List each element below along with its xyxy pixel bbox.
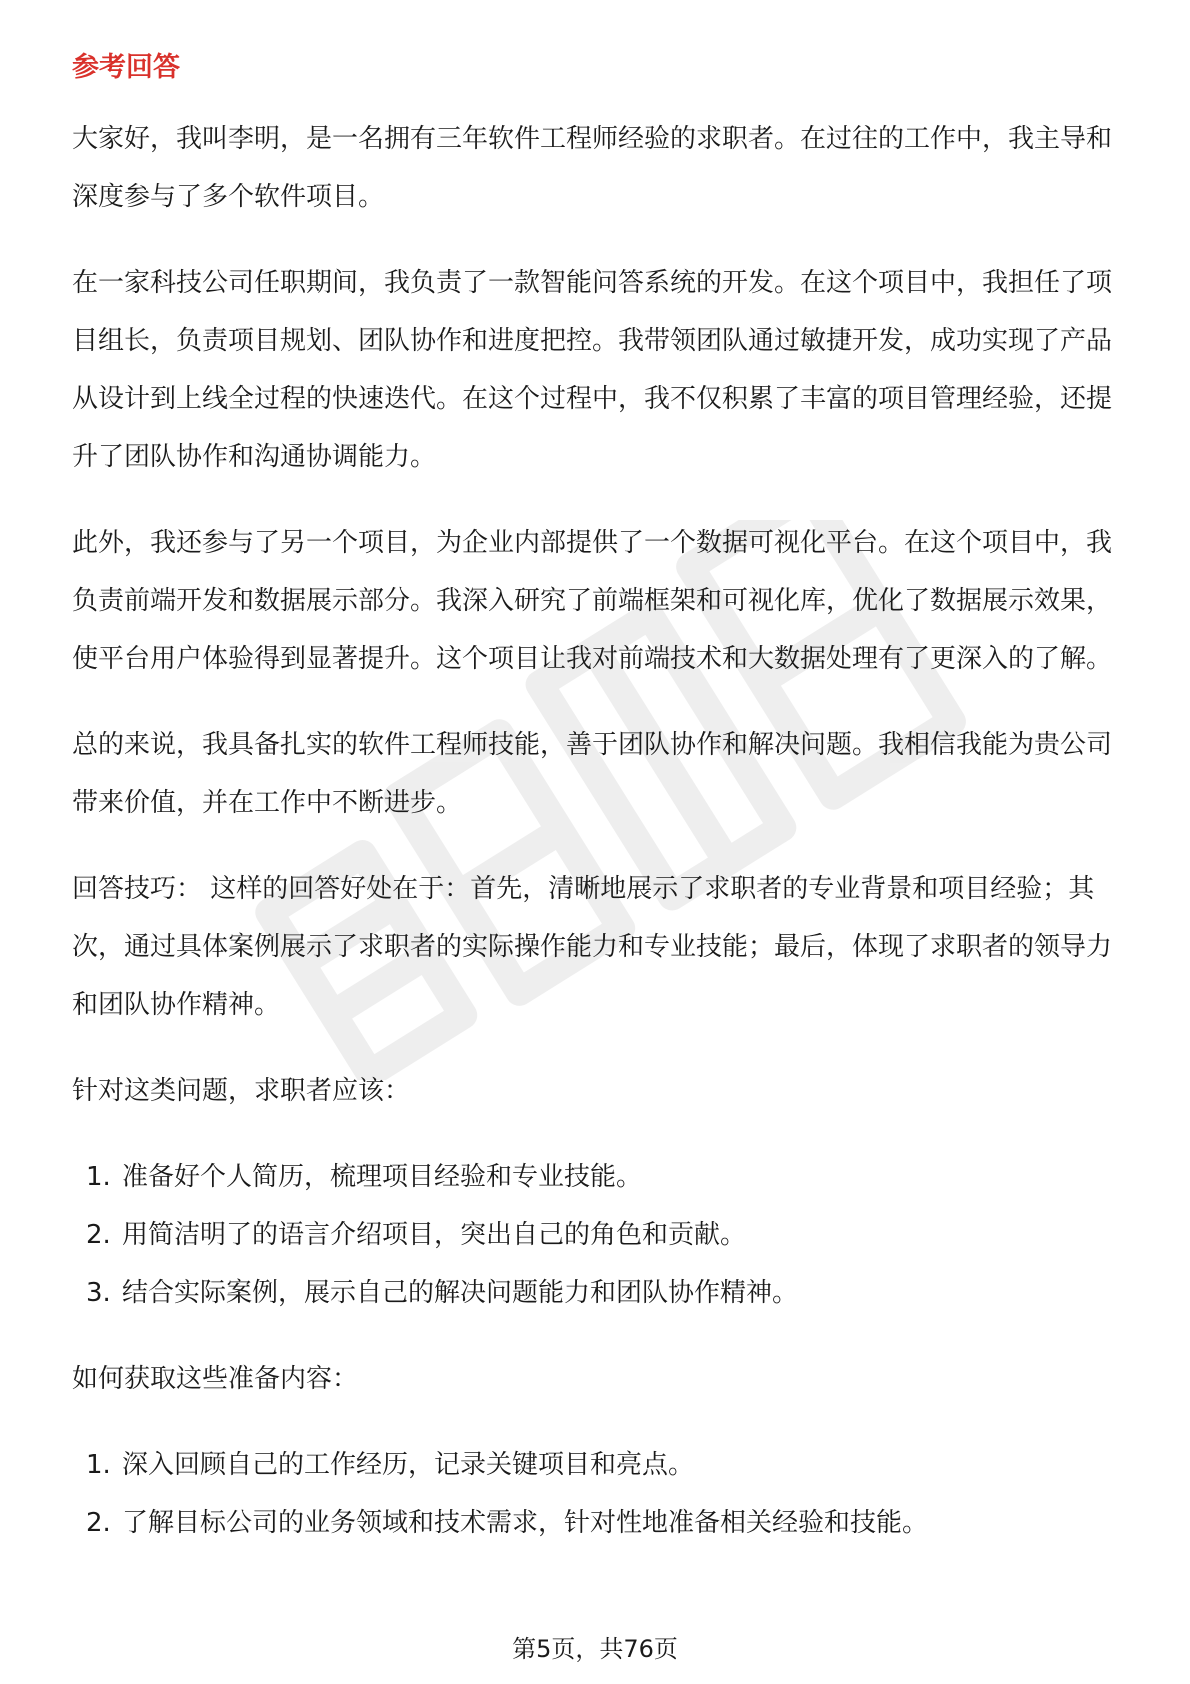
list-item — [72, 1206, 1124, 1264]
list-text: 结合实际案例，展示自己的解决问题能力和团队协作精神。 — [122, 1278, 799, 1308]
list-number: 2. — [86, 1508, 111, 1538]
list-item — [72, 1264, 1124, 1322]
paragraph-answer-tips: 回答技巧： 这样的回答好处在于：首先，清晰地展示了求职者的专业背景和项目经验；其次，通过具体案例展示了求职者的实际操作能力和专业技能；最后，体现了求职者的领导力和团队协作精神。 — [72, 874, 1113, 1020]
list-number: 1. — [86, 1450, 111, 1480]
page-number-footer: 第5页，共76页 — [512, 1635, 678, 1663]
paragraph-project-two: 此外，我还参与了另一个项目，为企业内部提供了一个数据可视化平台。在这个项目中，我负责前端开发和数据展示部分。我深入研究了前端框架和可视化库，优化了数据展示效果，使平台用户体验得到显著提升。这个项目让我对前端技术和大数据处理有了更深入的了解。 — [72, 528, 1113, 674]
list-text: 深入回顾自己的工作经历，记录关键项目和亮点。 — [122, 1450, 695, 1480]
list-item — [72, 1148, 1124, 1206]
list-number: 3. — [86, 1278, 111, 1308]
list-item — [72, 1494, 1124, 1552]
paragraph-list-intro: 针对这类问题，求职者应该： — [72, 1076, 411, 1106]
list-text: 用简洁明了的语言介绍项目，突出自己的角色和贡献。 — [122, 1220, 747, 1250]
paragraph-summary: 总的来说，我具备扎实的软件工程师技能，善于团队协作和解决问题。我相信我能为贵公司带来价值，并在工作中不断进步。 — [72, 730, 1113, 818]
list-number: 2. — [86, 1220, 111, 1250]
paragraph-prep-intro: 如何获取这些准备内容： — [72, 1364, 359, 1394]
prep-list — [72, 1436, 1124, 1552]
paragraph-project-one: 在一家科技公司任职期间，我负责了一款智能问答系统的开发。在这个项目中，我担任了项目组长，负责项目规划、团队协作和进度把控。我带领团队通过敏捷开发，成功实现了产品从设计到上线全过程的快速迭代。在这个过程中，我不仅积累了丰富的项目管理经验，还提升了团队协作和沟通协调能力。 — [72, 268, 1113, 472]
list-text: 了解目标公司的业务领域和技术需求，针对性地准备相关经验和技能。 — [122, 1508, 929, 1538]
advice-list — [72, 1148, 1124, 1322]
list-item — [72, 1436, 1124, 1494]
paragraph-intro: 大家好，我叫李明，是一名拥有三年软件工程师经验的求职者。在过往的工作中，我主导和深度参与了多个软件项目。 — [72, 124, 1113, 212]
document-page — [72, 48, 1124, 1580]
list-text: 准备好个人简历，梳理项目经验和专业技能。 — [122, 1162, 643, 1192]
list-number: 1. — [86, 1162, 111, 1192]
section-heading: 参考回答 — [72, 52, 180, 83]
